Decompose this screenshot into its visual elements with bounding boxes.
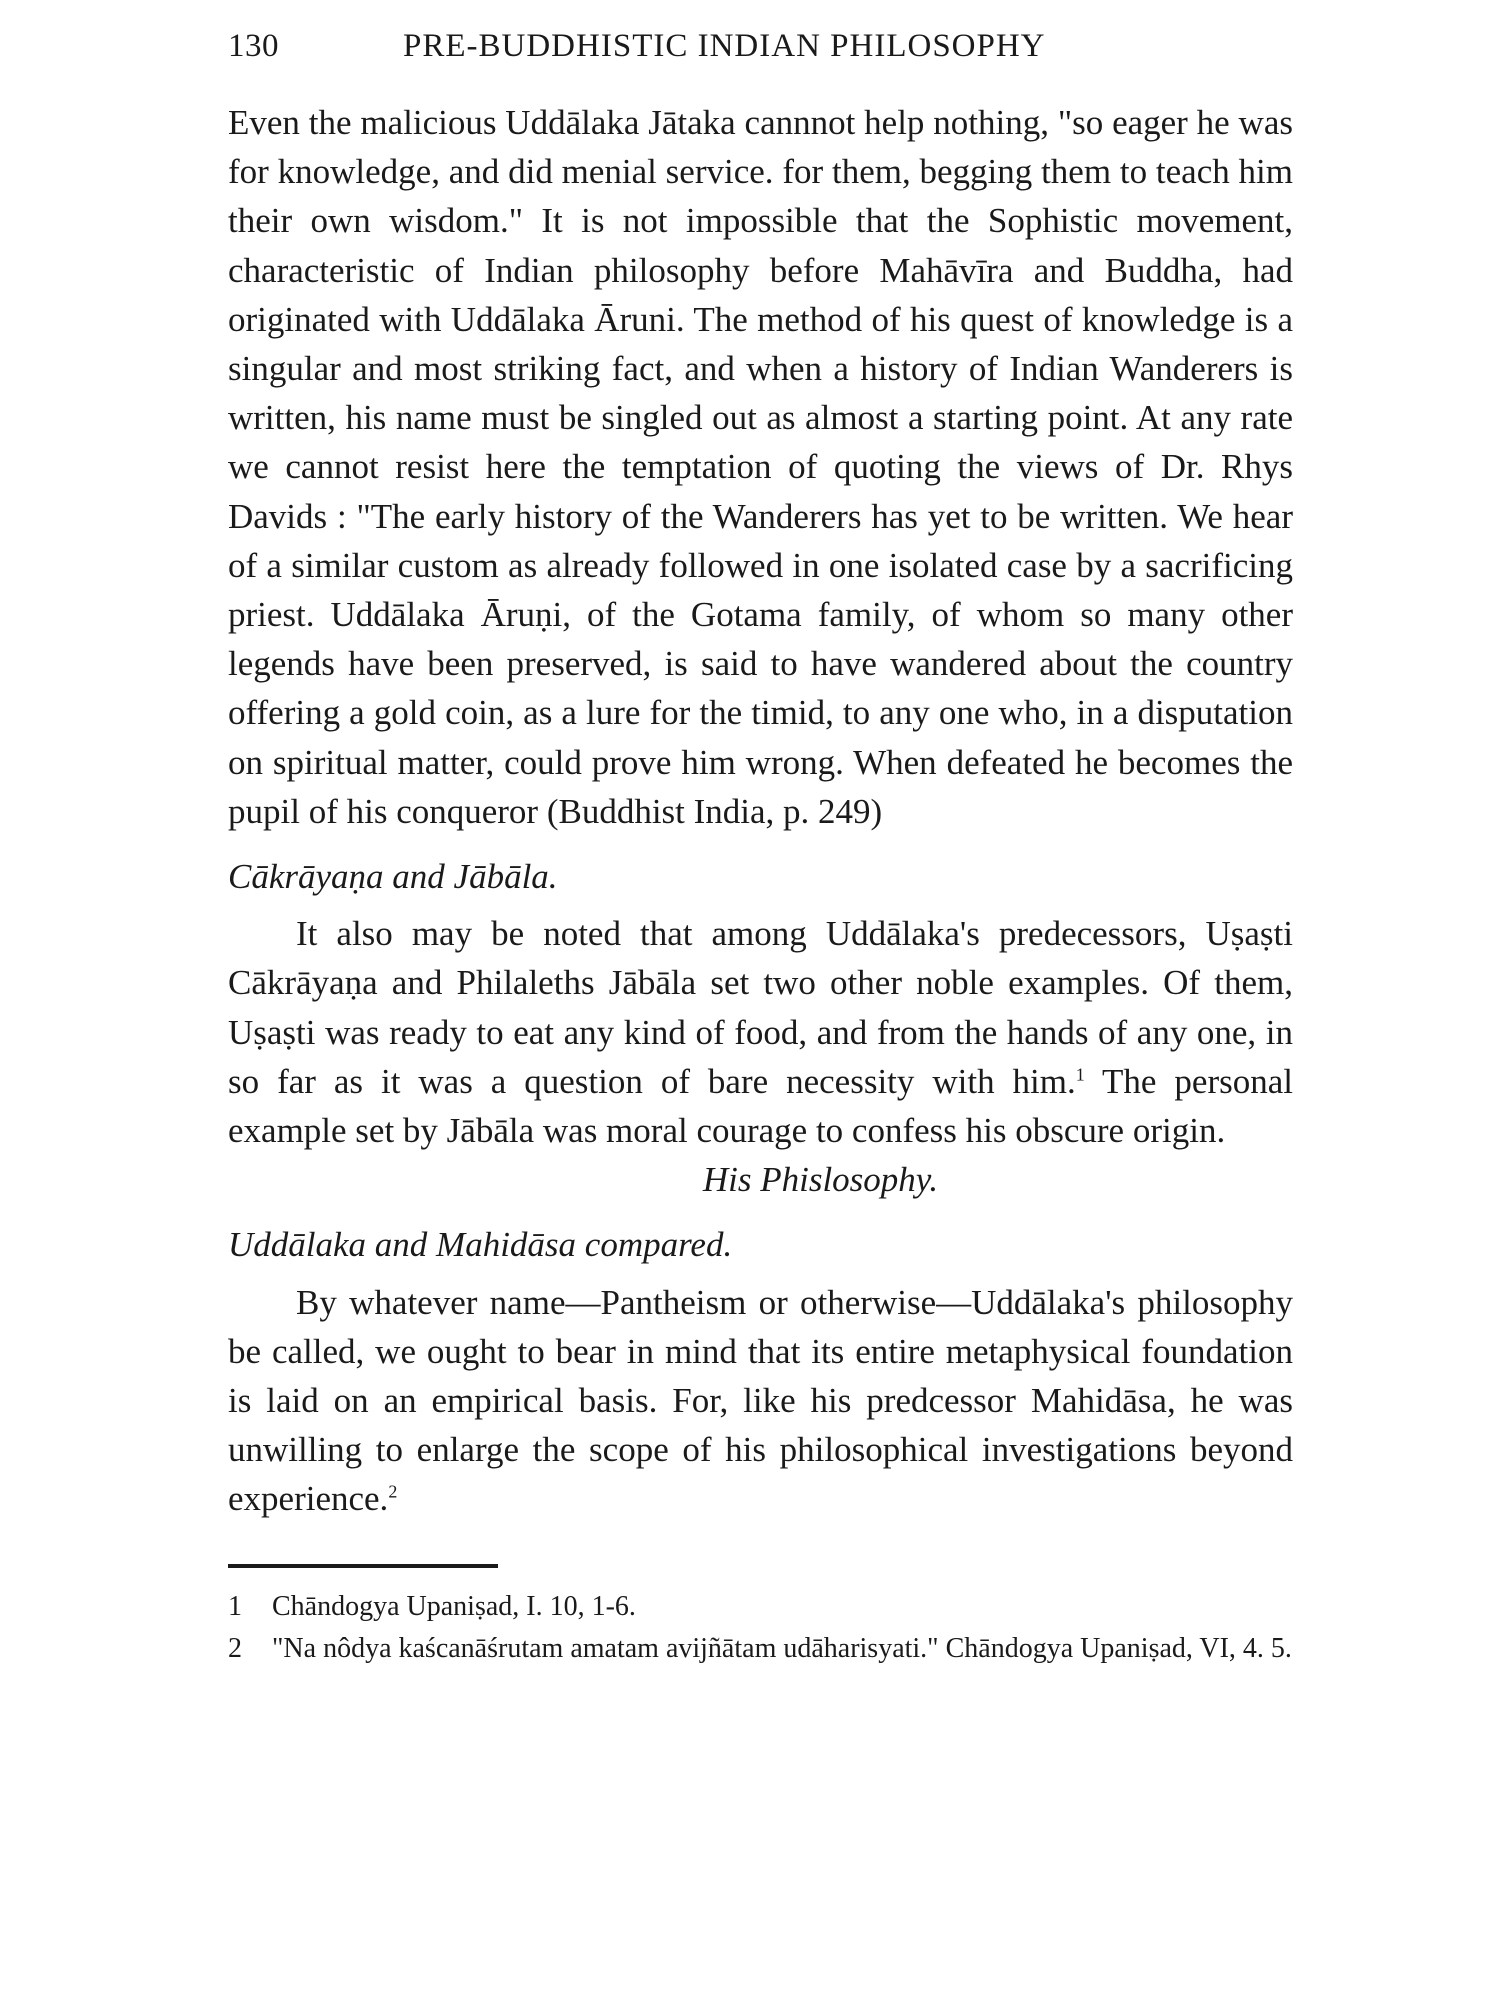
footnote-text: Chāndogya Upaniṣad, I. 10, 1-6. xyxy=(272,1590,636,1622)
footnote-1 xyxy=(228,1586,1293,1628)
paragraph-empirical-basis xyxy=(228,1278,1293,1524)
section-heading-uddalaka-mahidasa: Uddālaka and Mahidāsa compared. xyxy=(228,1225,733,1265)
footnote-number: 1 xyxy=(228,1590,242,1622)
footnote-ref-1: 1 xyxy=(1075,1064,1085,1085)
paragraph-empirical-basis-text: By whatever name—Pantheism or otherwise—Uddālaka's philosophy be called, we ought to bear in mind that its entire metaphysical foundation is laid on an empirical basis. For, like his predcessor Mahidāsa, he was unwilling to enlarge the scope of his philosophical investigations beyond experience. xyxy=(228,1282,1293,1519)
running-title: PRE-BUDDHISTIC INDIAN PHILOSOPHY xyxy=(403,28,1046,64)
paragraph-uddalaka-wanderers: Even the malicious Uddālaka Jātaka cannnot help nothing, "so eager he was for knowledge, and did menial service. for them, begging them to teach him their own wisdom." It is not impossible that the Sophistic movement, characteristic of Indian philosophy before Mahāvīra and Buddha, had originated with Uddālaka Āruni. The method of his quest of knowledge is a singular and most striking fact, and when a history of Indian Wanderers is written, his name must be singled out as almost a starting point. At any rate we cannot resist here the temptation of quoting the views of Dr. Rhys Davids : "The early history of the Wanderers has yet to be written. We hear of a similar custom as already followed in one isolated case by a sacrificing priest. Uddālaka Āruṇi, of the Gotama family, of whom so many other legends have been preserved, is said to have wandered about the country offering a gold coin, as a lure for the timid, to any one who, in a disputation on spiritual matter, could prove him wrong. When defeated he becomes the pupil of his conqueror (Buddhist India, p. 249) xyxy=(228,103,1293,831)
paragraph-predecessors xyxy=(228,909,1293,1155)
paragraph-predecessors-text: It also may be noted that among Uddālaka's predecessors, Uṣaṣti Cākrāyaṇa and Philaleths Jābāla set two other noble examples. Of them, Uṣaṣti was ready to eat any kind of food, and from the hands of any one, in so far as it was a question of bare necessity with him. xyxy=(228,914,1293,1101)
page-number: 130 xyxy=(228,28,279,64)
centered-heading-philosophy: His Phislosophy. xyxy=(702,1160,939,1200)
footnote-text: "Na nôdya kaścanāśrutam amatam avijñātam udāharisyati." Chāndogya Upaniṣad, VI, 4. 5. xyxy=(272,1632,1292,1664)
footnote-number: 2 xyxy=(228,1632,242,1664)
footnote-2 xyxy=(228,1628,1293,1670)
footnote-ref-2: 2 xyxy=(388,1481,398,1502)
running-header xyxy=(228,28,1293,98)
footnote-divider xyxy=(228,1564,498,1568)
book-page xyxy=(228,28,1293,1978)
section-heading-cakrayana-jabala: Cākrāyaṇa and Jābāla. xyxy=(228,857,558,897)
paragraph-predecessors-end: The personal example set by Jābāla was moral courage to confess his obscure origin. xyxy=(228,1061,1293,1151)
